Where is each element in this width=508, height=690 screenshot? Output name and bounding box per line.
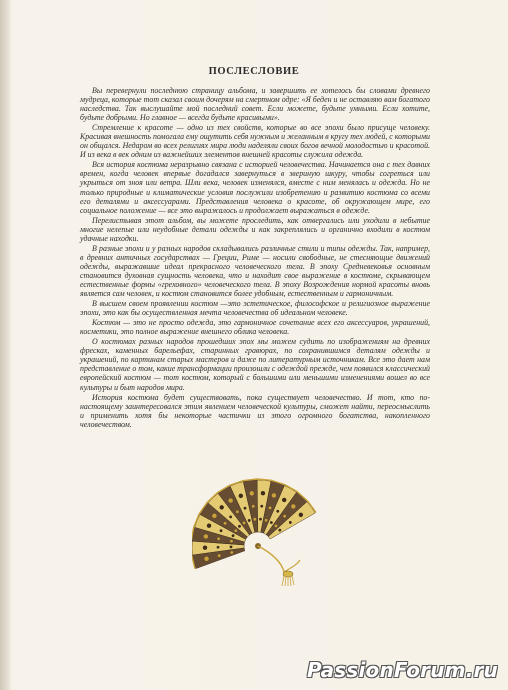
paragraph: О костюмах разных народов прошедших эпох мы можем судить по изображениям на древних фресках, каменных барельефах, старинных гравюрах, по сохранившимся деталям одежды и украшений, по картинам старых мастеров и даже по литературным источникам. Все это дает нам представление о том, какие трансформации произошли с одеждой прежде, чем появился классический европейский костюм — тот костюм, который с большими или меньшими изменениями вошел во все культуры и быт народов мира. bbox=[80, 337, 430, 392]
paragraph: Вся история костюма неразрывно связана с историей человечества. Начинается она с тех давних времен, когда человек впервые догадался завернуться в звериную шкуру, чтобы согреться или укрыться от зноя или ветра. Шли века, человек изменялся, вместе с ним менялась и одежда. Но не только природные и климатические условия послужили изобретению и развитию костюма со всеми его деталями и аксессуарами. Представления человека о красоте, об окружающем мире, его социальное положение — все это выражалось и продолжает выражаться в одежде. bbox=[80, 160, 430, 215]
page-title: ПОСЛЕСЛОВИЕ bbox=[208, 66, 300, 77]
site-watermark: PassionForum.ru bbox=[306, 658, 498, 682]
paragraph: Костюм — это не просто одежда, это гармоничное сочетание всех его аксессуаров, украшений, косметики, это полное выражение внешнего облика человека. bbox=[80, 318, 430, 337]
paragraph: Стремление к красоте — одно из тех свойств, которые во все эпохи было присуще человеку. Красивая внешность помогала ему ощутить себя нужным и желанным в кругу тех людей, с которыми он общался. Недаром во всех религиях мира люди наделяли своих богов вечной молодостью и красотой. И из века в век одним из важнейших элементов внешней красоты служила одежда. bbox=[80, 123, 430, 160]
page-binding-shadow bbox=[0, 0, 10, 690]
paragraph: История костюма будет существовать, пока существует человечество. И тот, кто по-настоящему заинтересовался этим явлением человеческой культуры, сможет найти, переосмыслить и применить хотя бы некоторые частички из этого огромного богатства, накопленного человечеством. bbox=[80, 392, 430, 429]
paragraph: Вы перевернули последнюю страницу альбома, и завершить ее хотелось бы словами древнего мудреца, которые тот сказал своим дочерям на смертном одре: «Я беден и не оставляю вам богатого наследства. Так выслушайте мой последний совет. Если можете, будьте умными. Если хотите, будьте добрыми. Но главное — всегда будьте красивыми». bbox=[80, 86, 430, 123]
paragraph: В высшем своем проявлении костюм —это эстетическое, философское и религиозное выражение эпохи, это как бы осуществленная мечта человечества об идеальном человеке. bbox=[80, 299, 430, 318]
afterword-text bbox=[80, 86, 430, 430]
lace-fan-icon bbox=[192, 468, 322, 588]
paragraph: Перелистывая этот альбом, вы можете проследить, как отвергались или уходили в небытие многие нелепые или неудобные детали одежды и как закреплялись и органично входили в костюм удачные находки. bbox=[80, 215, 430, 243]
paragraph: В разные эпохи и у разных народов складывались различные стили и типы одежды. Так, например, в древних античных государствах — Греции, Риме — носили свободные, не стесняющие движений одежды, выражавшие идеал прекрасного человеческого тела. В эпоху Средневековья основным становится духовная сущность человека, что и находит свое выражение в костюме, скрывающем естественные формы «греховного» человеческого тела. В эпоху Возрождения нормой красоты вновь является сам человек, и костюм становится более удобным, естественным и гармоничным. bbox=[80, 243, 430, 299]
